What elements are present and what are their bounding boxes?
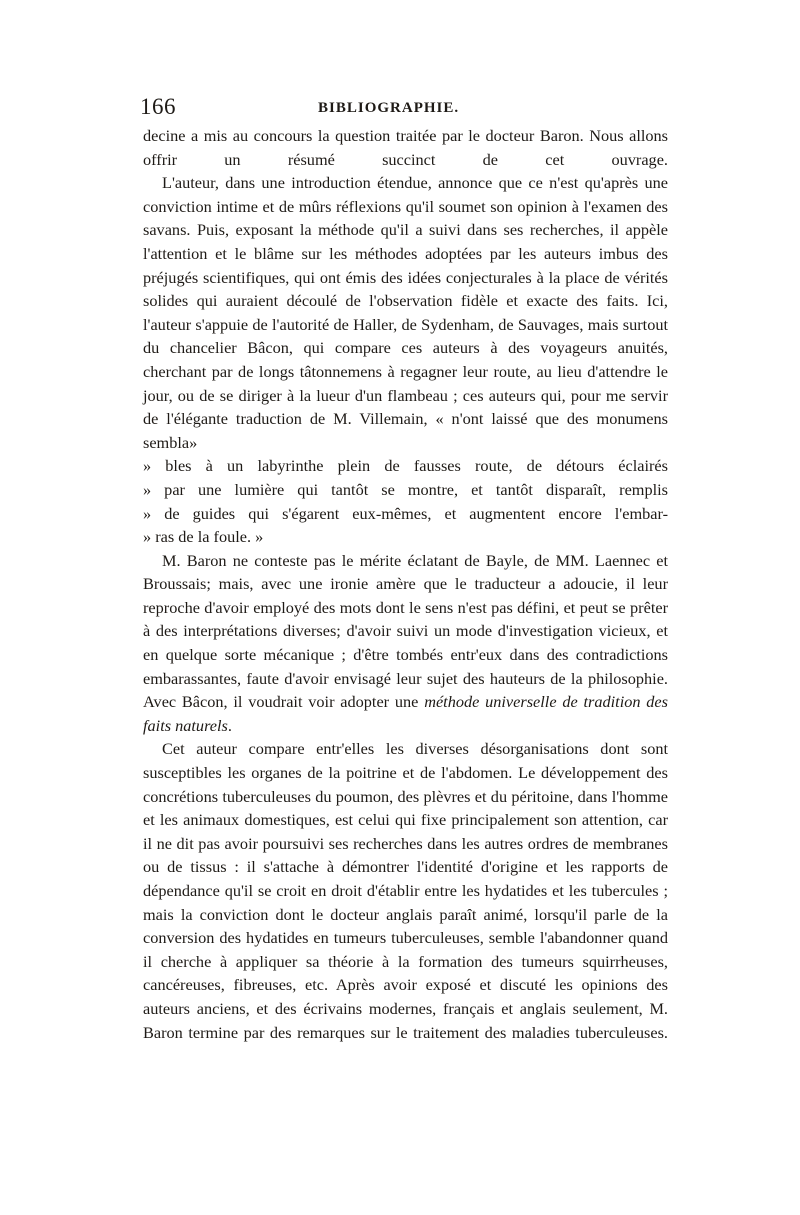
- quote-line: » bles à un labyrinthe plein de fausses route, de détours éclairés: [143, 456, 668, 476]
- quote-line: » de guides qui s'égarent eux-mêmes, et augmentent encore l'embar-: [143, 503, 668, 523]
- paragraph-baron-critique: [143, 549, 668, 738]
- quote-line: » ras de la foule. »: [143, 527, 264, 547]
- paragraph-comparison: Cet auteur compare entr'elles les diverses désorganisations dont sont susceptibles les organes de la poitrine et de l'abdomen. Le développement des concrétions tuberculeuses du poumon, des plèvres et du péritoine, dans l'homme et les animaux domestiques, est celui qui fixe principalement son attention, car il ne dit pas avoir poursuivi ses recherches dans les autres ordres de membranes ou de tissus : il s'attache à démontrer l'identité d'origine et les rapports de dépendance qu'il se croit en droit d'établir entre les hydatides et les tubercules ; mais la conviction dont le docteur anglais paraît animé, lorsqu'il parle de la conversion des hydatides en tumeurs tuberculeuses, semble l'abandonner quand il cherche à appliquer sa théorie à la formation des tumeurs squirrheuses, cancéreuses, fibreuses, etc. Après avoir exposé et discuté les opinions des auteurs anciens, et des écrivains modernes, français et anglais seulement, M. Baron termine par des remarques sur le traitement des maladies tuberculeuses.: [143, 739, 668, 1042]
- page-body: [143, 124, 668, 1044]
- page-header: [128, 92, 668, 122]
- quote-line: » par une lumière qui tantôt se montre, et tantôt disparaît, remplis: [143, 479, 668, 499]
- paragraph-introduction: L'auteur, dans une introduction étendue, annonce que ce n'est qu'après une conviction intime et de mûrs réflexions qu'il soumet son opinion à l'examen des savans. Puis, exposant la méthode qu'il a suivi dans ses recherches, il appèle l'attention et le blâme sur les méthodes adoptées par les auteurs imbus des préjugés scientifiques, qui ont émis des idées conjecturales à la place de vérités solides qui auraient découlé de l'observation fidèle et exacte des faits. Ici, l'auteur s'appuie de l'autorité de Haller, de Sydenham, de Sauvages, mais surtout du chancelier Bâcon, qui compare ces auteurs à des voyageurs anuités, cherchant par de longs tâtonnemens à regagner leur route, au lieu d'attendre le jour, ou de se diriger à la lueur d'un flambeau ; ces auteurs qui, pour me servir de l'élégante traduction de M. Villemain, « n'ont laissé que des monumens sembla»: [143, 173, 668, 452]
- running-head: BIBLIOGRAPHIE.: [318, 100, 460, 116]
- page-number: 166: [140, 94, 176, 119]
- paragraph-text: M. Baron ne conteste pas le mérite éclatant de Bayle, de MM. Laennec et Broussais; mais, avec une ironie amère que le traducteur a adoucie, il leur reproche d'avoir employé des mots dont le sens n'est pas défini, et peut se prêter à des interprétations diverses; d'avoir suivi un mode d'investigation vicieux, et en quelque sorte mécanique ; d'être tombés entr'eux dans des contradictions embarassantes, faute d'avoir envisagé leur sujet des hauteurs de la philosophie. Avec Bâcon, il voudrait voir adopter une: [143, 550, 668, 712]
- paragraph-continuation: decine a mis au concours la question traitée par le docteur Baron. Nous allons offrir un résumé succinct de cet ouvrage.: [143, 126, 668, 169]
- italic-phrase: méthode universelle de tradition des faits naturels: [143, 692, 668, 735]
- book-page: [128, 92, 668, 1044]
- paragraph-text: .: [227, 715, 232, 735]
